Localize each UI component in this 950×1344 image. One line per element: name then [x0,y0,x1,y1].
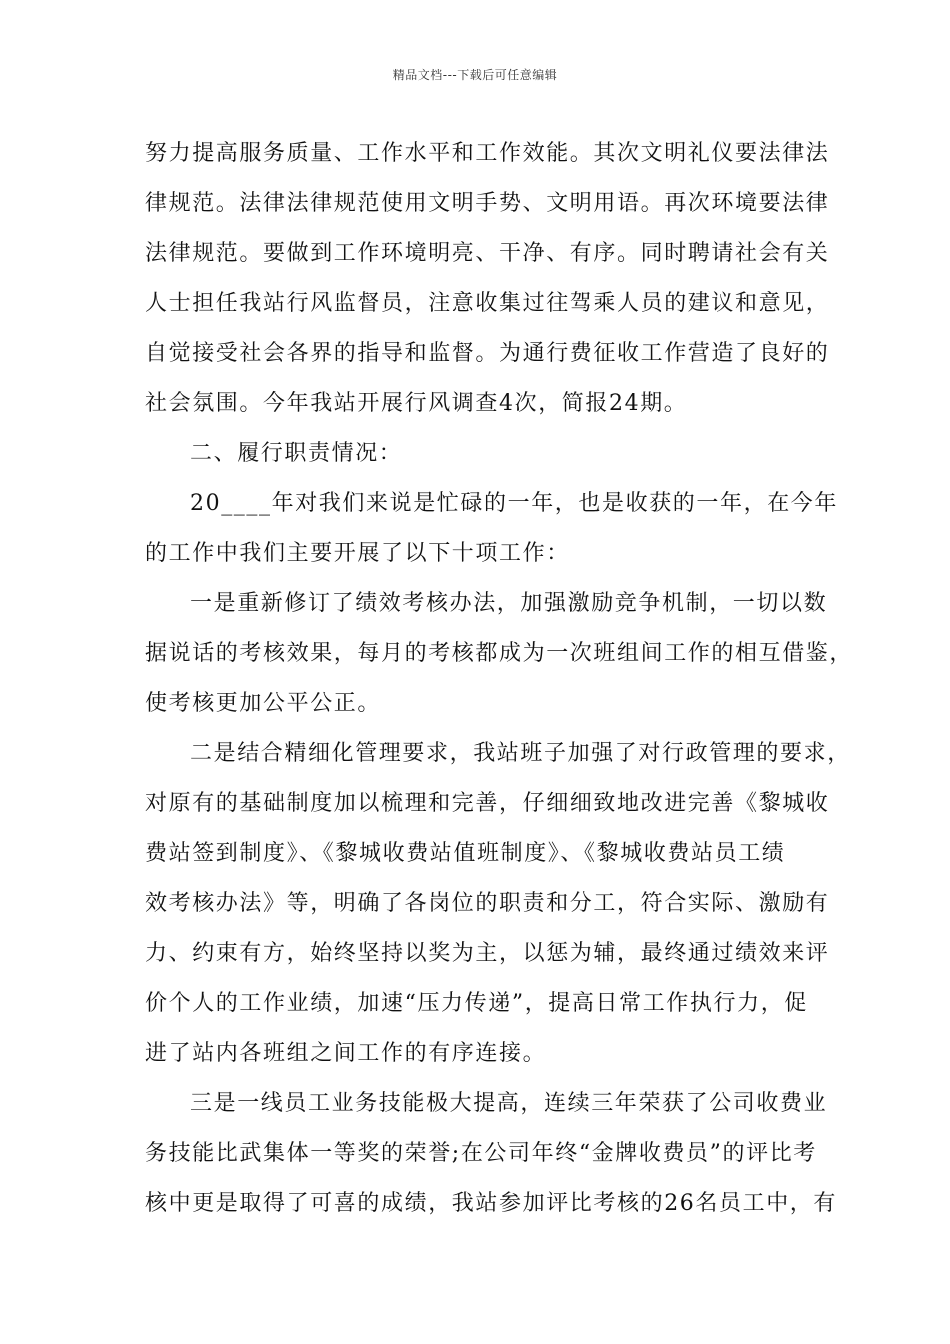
page-header: 精品文档---下载后可任意编辑 [392,68,558,82]
text-line: 效考核办法》等，明确了各岗位的职责和分工，符合实际、激励有 [145,891,830,916]
text-line: 费站签到制度》、《黎城收费站值班制度》、《黎城收费站员工绩 [145,841,786,866]
text-line: 人士担任我站行风监督员，注意收集过往驾乘人员的建议和意见， [145,291,830,316]
text-line: 法律规范。要做到工作环境明亮、干净、有序。同时聘请社会有关 [145,241,830,266]
text-line: 的工作中我们主要开展了以下十项工作： [145,541,570,566]
document-body [145,129,854,1229]
text-line: 进了站内各班组之间工作的有序连接。 [145,1041,547,1066]
text-line: 社会氛围。今年我站开展行风调查4次，简报24期。 [145,391,688,416]
text-line: 努力提高服务质量、工作水平和工作效能。其次文明礼仪要法律法 [145,141,830,166]
text-line: 律规范。法律法律规范使用文明手势、文明用语。再次环境要法律 [145,191,830,216]
text-line: 务技能比武集体一等奖的荣誉;在公司年终“金牌收费员”的评比考 [145,1141,817,1166]
paragraph-first-line: 三是一线员工业务技能极大提高，连续三年荣获了公司收费业 [190,1091,828,1116]
section-heading: 二、履行职责情况： [190,441,403,466]
text-line: 据说话的考核效果，每月的考核都成为一次班组间工作的相互借鉴， [145,641,854,666]
paragraph-first-line: 一是重新修订了绩效考核办法，加强激励竞争机制，一切以数 [190,591,828,616]
text-line: 价个人的工作业绩，加速“压力传递”，提高日常工作执行力，促 [145,991,808,1016]
paragraph-first-line: 20____年对我们来说是忙碌的一年，也是收获的一年，在今年 [190,491,838,516]
text-line: 使考核更加公平公正。 [145,691,382,716]
text-line: 力、约束有方，始终坚持以奖为主，以惩为辅，最终通过绩效来评 [145,941,830,966]
paragraph-first-line: 二是结合精细化管理要求，我站班子加强了对行政管理的要求， [190,741,851,766]
text-line: 核中更是取得了可喜的成绩，我站参加评比考核的26名员工中，有 [145,1191,837,1216]
text-line: 自觉接受社会各界的指导和监督。为通行费征收工作营造了良好的 [145,341,830,366]
text-line: 对原有的基础制度加以梳理和完善，仔细细致地改进完善《黎城收 [145,791,830,816]
